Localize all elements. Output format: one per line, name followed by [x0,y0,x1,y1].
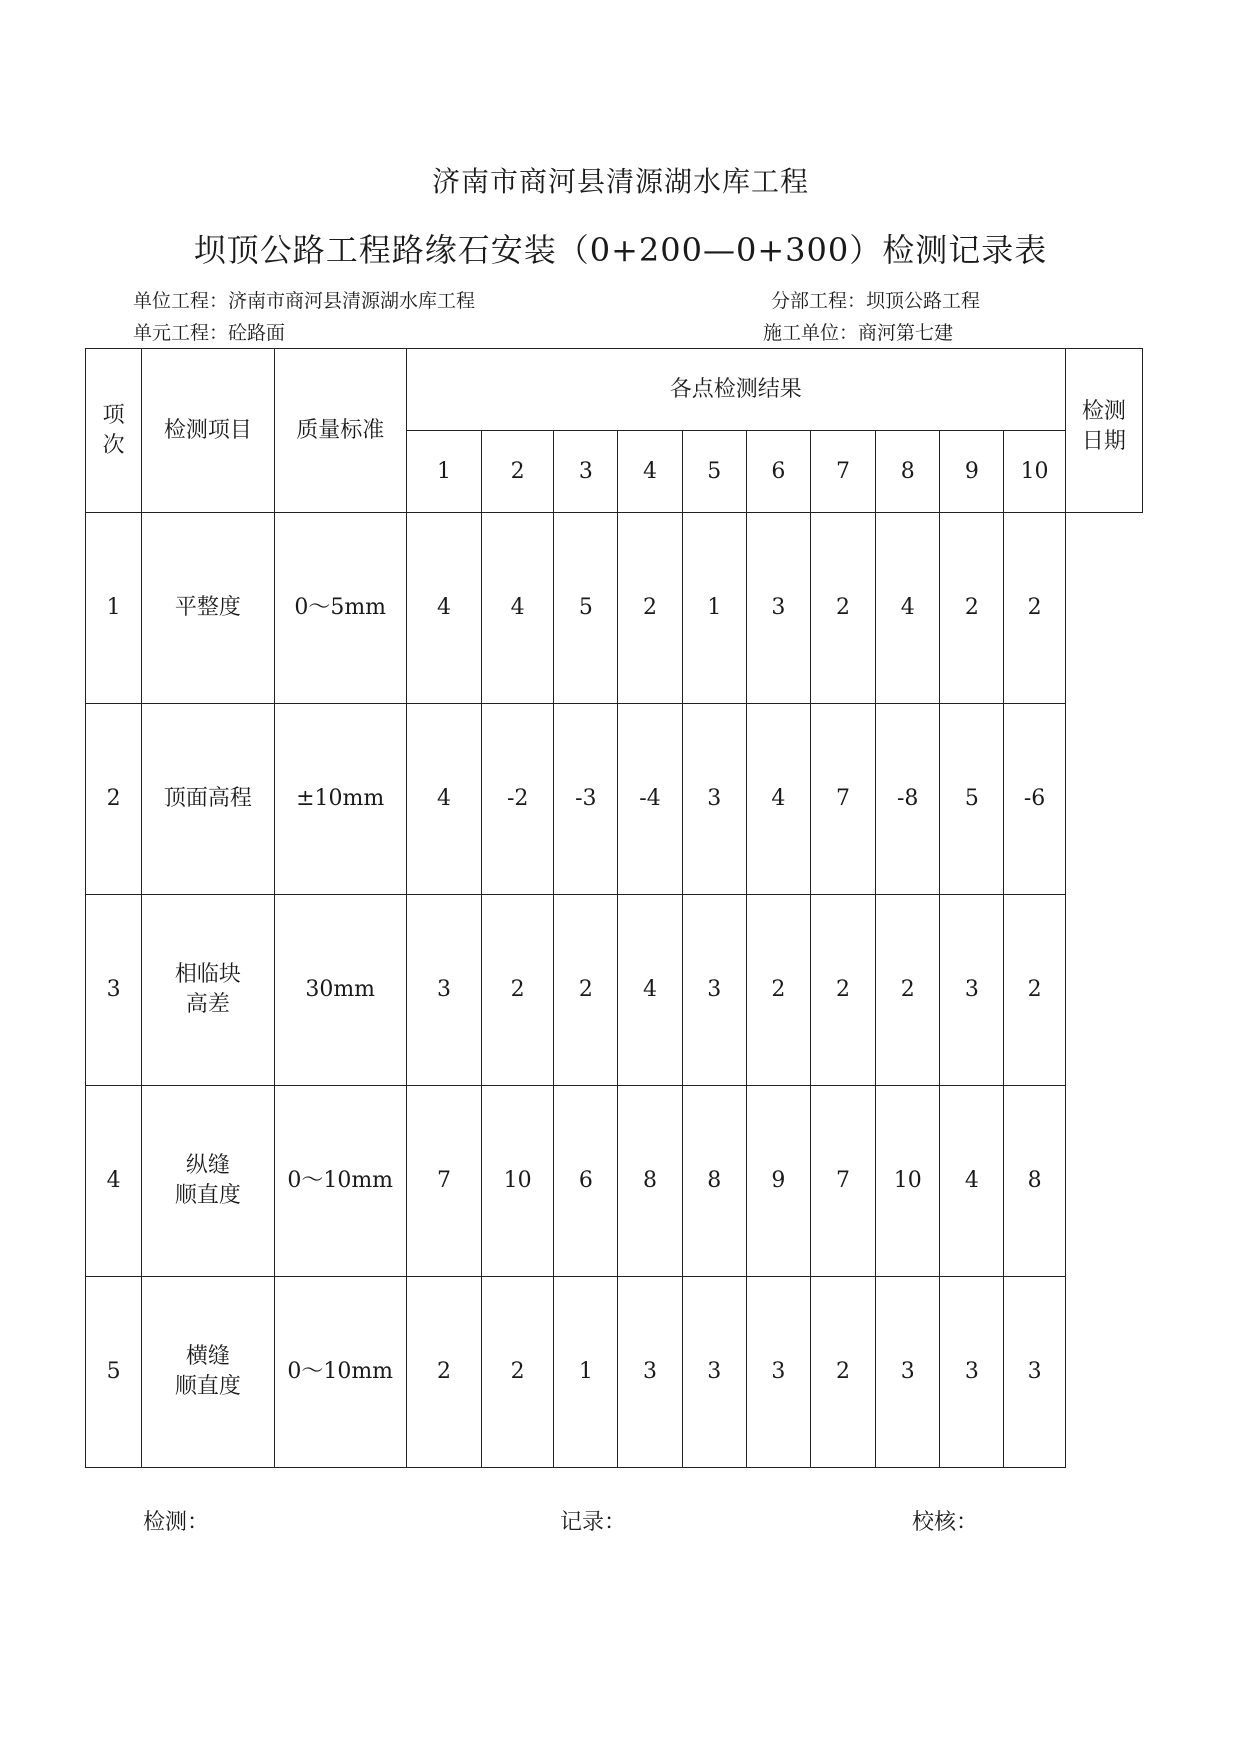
measurement-cell: 3 [682,895,746,1086]
inspector-signature-label: 检测： [143,1510,210,1535]
measurement-cell: 3 [682,1277,746,1468]
row-item-name-line1: 相临块 [174,962,241,988]
recorder-signature-label: 记录： [560,1510,627,1535]
inspection-table [85,348,1143,1468]
form-title: 坝顶公路工程路缘石安装（0+200—0+300）检测记录表 [193,231,1048,269]
header-standard: 质量标准 [274,349,406,513]
measurement-cell: 3 [1004,1277,1065,1468]
measurement-cell: 2 [482,895,554,1086]
point-header-2: 2 [482,431,554,513]
measurement-cell: 3 [940,1277,1004,1468]
row-item-name [142,513,274,704]
row-number: 1 [86,513,142,704]
measurement-cell: 2 [940,513,1004,704]
point-header-5: 5 [682,431,746,513]
measurement-cell: 5 [940,704,1004,895]
header-date-line1: 检测 [1081,399,1126,424]
row-item-name-line1: 顶面高程 [163,786,252,812]
row-number: 4 [86,1086,142,1277]
header-date [1065,349,1142,513]
table-row [86,1277,1143,1468]
measurement-cell: 2 [1004,513,1065,704]
measurement-cell: 1 [682,513,746,704]
measurement-cell: 6 [554,1086,618,1277]
measurement-cell: 3 [746,513,810,704]
row-standard: ±10mm [274,704,406,895]
table-row [86,513,1143,704]
measurement-cell: 4 [406,513,481,704]
checker-signature-label: 校核： [912,1510,979,1535]
measurement-cell: 3 [876,1277,940,1468]
table-row [86,704,1143,895]
measurement-cell: 3 [682,704,746,895]
point-header-1: 1 [406,431,481,513]
header-item-no [86,349,142,513]
row-item-name-line1: 平整度 [174,595,241,621]
point-header-7: 7 [810,431,875,513]
measurement-cell: 3 [618,1277,682,1468]
measurement-cell: 7 [810,704,875,895]
row-item-name-line2: 顺直度 [174,1183,241,1208]
table-row [86,1086,1143,1277]
header-item-no-line2: 次 [102,432,125,458]
measurement-cell: 7 [810,1086,875,1277]
measurement-cell: 2 [810,513,875,704]
measurement-cell: -2 [482,704,554,895]
point-header-9: 9 [940,431,1004,513]
header-results: 各点检测结果 [406,349,1065,431]
point-header-10: 10 [1004,431,1065,513]
measurement-cell: 8 [618,1086,682,1277]
measurement-cell: 4 [618,895,682,1086]
row-standard: 30mm [274,895,406,1086]
measurement-cell: 7 [406,1086,481,1277]
point-header-8: 8 [876,431,940,513]
point-header-4: 4 [618,431,682,513]
row-item-name [142,895,274,1086]
row-number: 5 [86,1277,142,1468]
contractor-label: 施工单位：商河第七建 [763,322,954,344]
header-date-line2: 日期 [1081,428,1126,454]
row-item-name-line1: 纵缝 [185,1153,230,1179]
measurement-cell: 2 [876,895,940,1086]
measurement-cell: -4 [618,704,682,895]
measurement-cell: 2 [810,895,875,1086]
row-item-name [142,1086,274,1277]
row-item-name [142,704,274,895]
row-standard: 0～10mm [274,1277,406,1468]
measurement-cell: -6 [1004,704,1065,895]
table-row [86,895,1143,1086]
measurement-cell: 4 [876,513,940,704]
measurement-cell: 5 [554,513,618,704]
point-header-6: 6 [746,431,810,513]
point-header-3: 3 [554,431,618,513]
row-item-name-line2: 高差 [185,992,230,1017]
measurement-cell: 2 [810,1277,875,1468]
row-number: 3 [86,895,142,1086]
measurement-cell: 2 [1004,895,1065,1086]
measurement-cell: 3 [406,895,481,1086]
row-standard: 0～5mm [274,513,406,704]
measurement-cell: 9 [746,1086,810,1277]
measurement-cell: -8 [876,704,940,895]
measurement-cell: 8 [1004,1086,1065,1277]
measurement-cell: 2 [554,895,618,1086]
measurement-cell: 4 [482,513,554,704]
measurement-cell: 4 [406,704,481,895]
measurement-cell: 8 [682,1086,746,1277]
row-number: 2 [86,704,142,895]
row-item-name-line2: 顺直度 [174,1374,241,1399]
measurement-cell: 4 [940,1086,1004,1277]
project-title: 济南市商河县清源湖水库工程 [431,165,809,198]
unit-project-label: 单位工程：济南市商河县清源湖水库工程 [133,290,476,312]
measurement-cell: 2 [482,1277,554,1468]
row-standard: 0～10mm [274,1086,406,1277]
row-item-name-line1: 横缝 [185,1344,230,1370]
measurement-cell: 3 [746,1277,810,1468]
unit-element-label: 单元工程：砼路面 [133,322,286,344]
measurement-cell: 4 [746,704,810,895]
measurement-cell: 2 [618,513,682,704]
sub-project-label: 分部工程：坝顶公路工程 [771,290,981,312]
row-item-name [142,1277,274,1468]
header-item: 检测项目 [142,349,274,513]
measurement-cell: -3 [554,704,618,895]
measurement-cell: 10 [876,1086,940,1277]
measurement-cell: 1 [554,1277,618,1468]
measurement-cell: 10 [482,1086,554,1277]
measurement-cell: 2 [406,1277,481,1468]
header-item-no-line1: 项 [102,402,125,428]
measurement-cell: 2 [746,895,810,1086]
measurement-cell: 3 [940,895,1004,1086]
